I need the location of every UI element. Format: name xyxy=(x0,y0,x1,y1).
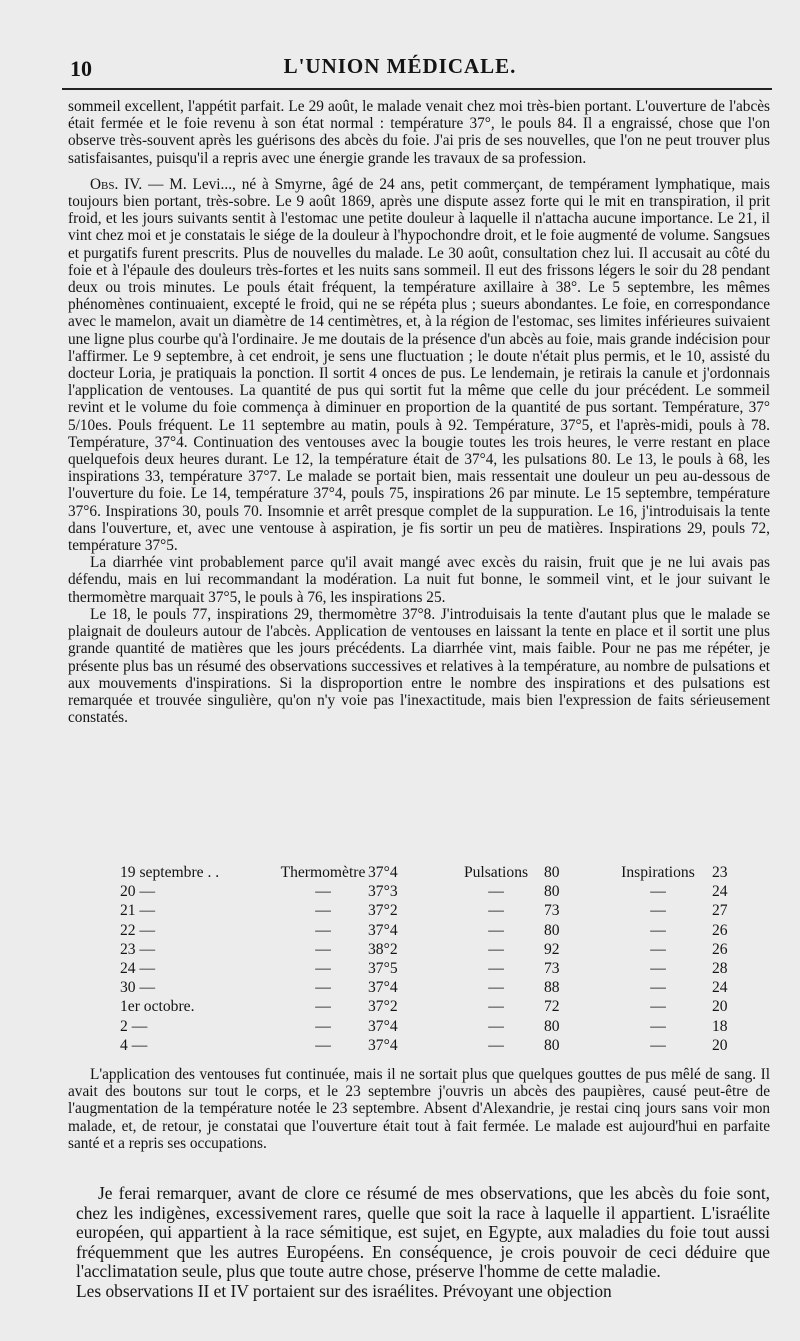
table-cell: — xyxy=(315,940,331,958)
main-text xyxy=(68,98,770,726)
table-cell: — xyxy=(315,998,331,1016)
paragraph-observation-4 xyxy=(68,176,770,554)
observation-label: Obs. IV. xyxy=(90,175,143,193)
table-row xyxy=(120,941,752,960)
table-cell: — xyxy=(650,902,666,920)
table-row xyxy=(120,979,752,998)
table-cell: — xyxy=(315,959,331,977)
table-cell: 2 — xyxy=(120,1017,148,1035)
table-cell: 23 xyxy=(712,864,728,881)
table-cell: 37°2 xyxy=(368,998,398,1016)
table-cell: 92 xyxy=(544,940,560,958)
table-cell: — xyxy=(488,883,504,901)
table-cell: 73 xyxy=(544,959,560,977)
header-rule xyxy=(62,88,772,90)
table-cell: 24 xyxy=(712,979,728,997)
paragraph-18: Le 18, le pouls 77, inspirations 29, thermomètre 37°8. J'introduisais la tente d'autant plus que le malade se plaignait de douleurs autour de l'abcès. Application de ventouses en laissant la tente en place et il sortit une plus grande quantité de matières que les jours précédents. La diarrhée vint, mais faible. Pour ne pas me répéter, je présente plus bas un résumé des observations successives et relatives à la température, au nombre de pulsations et aux mouvements d'inspirations. Si la disproportion entre le nombre des inspirations et des pulsations est remarquée et trouvée singulière, qu'on n'y voie pas l'inexactitude, mais bien l'expression de faits sérieusement constatés. xyxy=(68,605,770,727)
closing-text xyxy=(76,1184,770,1302)
table-cell: 80 xyxy=(544,883,560,901)
table-cell: — xyxy=(650,959,666,977)
table-cell: 80 xyxy=(544,921,560,939)
table-row xyxy=(120,998,752,1017)
table-cell: 38°2 xyxy=(368,940,398,958)
paragraph-after-table: L'application des ventouses fut continuée, mais il ne sortait plus que quelques gouttes de pus mêlé de sang. Il avait des boutons sur tout le corps, et le 23 septembre j'ouvris un abcès des paupières, causé peut-être de l'augmentation de la température notée le 23 septembre. Absent d'Alexandrie, je restai cinq jours sans voir mon malade, et, de retour, je constatai que l'ouverture était tout à fait fermée. Le malade est aujourd'hui en parfaite santé et a repris ses occupations. xyxy=(68,1066,770,1152)
observation-text: — M. Levi..., né à Smyrne, âgé de 24 ans, petit commerçant, de tempérament lymphatique, mais toujours bien portant, très-sobre. Le 9 août 1869, après une dispute assez forte qui le mit en transpiration, il prit froid, et les jours suivants sentit à l'estomac une petite douleur à laquelle il n'attacha aucune importance. Le 21, il vint chez moi et je constatais le siége de la douleur à l'hypochondre droit, et le foie augmenté de volume. Sangsues et purgatifs furent prescrits. Plus de nouvelles du malade. Le 30 août, consultation chez lui. Il accusait au côté du foie et à l'épaule des douleurs très-fortes et les nuits sans sommeil. Il eut des frissons légers le soir du 28 pendant deux ou trois minutes. Le pouls était fréquent, la température axillaire à 38°. Le 5 septembre, les mêmes phénomènes continuaient, excepté le froid, qui ne se répéta plus ; sueurs abondantes. Le foie, en correspondance avec le mamelon, avait un diamètre de 14 centimètres, et, à la région de l'estomac, ses limites inférieures suivaient une ligne plus courbe qu'à l'ordinaire. Je me doutais de la présence d'un abcès au foie, mais grande indécision pour l'affirmer. Le 9 septembre, à cet endroit, je sens une fluctuation ; le doute n'était plus permis, et le 10, assisté du docteur Loria, je pratiquais la ponction. Il sortit 4 onces de pus. Le lendemain, je retirais la canule et j'ordonnais l'application de ventouses. La quantité de pus qui sortit fut la même que celle du jour précédent. Le sommeil revint et le volume du foie commença à diminuer en proportion de la quantité de pus sortant. Température, 37° 5/10es. Pouls fréquent. Le 11 septembre au matin, pouls à 92. Température, 37°5, et l'après-midi, pouls à 78. Température, 37°4. Continuation des ventouses avec la bougie toutes les trois heures, le verre restant en place quelquefois deux heures durant. Le 12, la température était de 37°4, les pulsations 80. Le 13, le pouls à 68, les inspirations 33, température 37°7. Le malade se portait bien, mais ressentait une douleur un peu au-dessous de l'ouverture du foie. Le 14, température 37°4, pouls 75, inspirations 26 par minute. Le 15 septembre, température 37°6. Inspirations 30, pouls 70. Insomnie et arrêt presque complet de la suppuration. Le 16, j'introduisais la tente dans l'ouverture, et, avec une ventouse à aspiration, je fis sortir un peu de matières. Inspirations 29, pouls 72, température 37°5. xyxy=(68,175,770,555)
table-cell: 37°4 xyxy=(368,979,398,997)
table-cell: 37°3 xyxy=(368,883,398,901)
paragraph-continuation: sommeil excellent, l'appétit parfait. Le 29 août, le malade venait chez moi très-bien portant. L'ouverture de l'abcès était fermée et le foie revenu à son état normal : température 37°, le pouls 84. Il a engraissé, chose que l'on observe très-souvent après les guérisons des abcès du foie. J'ai pris de ses nouvelles, que l'on ne peut trouver plus satisfaisantes, puisqu'il a repris avec une énergie grande les travaux de sa profession. xyxy=(68,98,770,167)
temperature-table xyxy=(120,864,752,1056)
table-row xyxy=(120,883,752,902)
table-cell: 28 xyxy=(712,959,728,977)
table-row xyxy=(120,864,752,883)
table-cell: — xyxy=(315,979,331,997)
table-cell: — xyxy=(315,1017,331,1035)
table-cell: 18 xyxy=(712,1017,728,1035)
paragraph-diarrhea: La diarrhée vint probablement parce qu'il avait mangé avec excès du raisin, fruit que je ne lui avais pas défendu, mais en lui recommandant la modération. La nuit fut bonne, le sommeil vint, et le jour suivant le thermomètre marquait 37°5, le pouls à 76, les inspirations 25. xyxy=(68,554,770,606)
table-row xyxy=(120,902,752,921)
table-cell: Thermomètre xyxy=(280,864,366,881)
table-row xyxy=(120,1037,752,1056)
table-cell: — xyxy=(315,902,331,920)
table-cell: — xyxy=(650,998,666,1016)
table-cell: — xyxy=(650,979,666,997)
table-cell: 24 — xyxy=(120,959,156,977)
table-cell: 19 septembre . . xyxy=(120,864,220,881)
table-cell: 80 xyxy=(544,1017,560,1035)
table-cell: Inspirations xyxy=(621,864,695,881)
table-cell: — xyxy=(315,1036,331,1054)
table-cell: Pulsations xyxy=(463,864,529,881)
table-row xyxy=(120,922,752,941)
table-row xyxy=(120,1018,752,1037)
table-cell: — xyxy=(488,902,504,920)
table-row xyxy=(120,960,752,979)
page-number: 10 xyxy=(70,56,92,81)
paragraph-closing: Je ferai remarquer, avant de clore ce résumé de mes observations, que les abcès du foie sont, chez les indigènes, excessivement rares, quelle que soit la race à laquelle il appartient. L'israélite européen, qui appartient à la race sémitique, est sujet, en Egypte, aux maladies du foie tout aussi fréquemment que les autres Européens. En conséquence, je crois pouvoir de ceci déduire que l'acclimatation seule, plus que toute autre chose, préserve l'homme de cette maladie. xyxy=(76,1183,770,1282)
table-cell: 24 xyxy=(712,883,728,901)
paragraph-final-line: Les observations II et IV portaient sur des israélites. Prévoyant une objection xyxy=(76,1280,612,1301)
temperature-table-body xyxy=(120,864,752,1056)
table-cell: — xyxy=(650,940,666,958)
table-cell: 23 — xyxy=(120,940,156,958)
table-cell: 88 xyxy=(544,979,560,997)
table-cell: — xyxy=(650,883,666,901)
table-cell: 37°4 xyxy=(368,1036,398,1054)
table-cell: 20 — xyxy=(120,883,156,901)
table-cell: 21 — xyxy=(120,902,156,920)
table-cell: 37°2 xyxy=(368,902,398,920)
table-cell: — xyxy=(488,998,504,1016)
table-cell: 72 xyxy=(544,998,560,1016)
table-cell: 20 xyxy=(712,1036,728,1054)
page-header xyxy=(0,48,800,88)
table-cell: — xyxy=(488,1036,504,1054)
table-cell: — xyxy=(488,1017,504,1035)
table-cell: — xyxy=(315,883,331,901)
table-cell: — xyxy=(488,940,504,958)
table-cell: 30 — xyxy=(120,979,156,997)
table-cell: 26 xyxy=(712,940,728,958)
table-cell: 80 xyxy=(544,864,560,881)
after-table-text xyxy=(68,1066,770,1152)
table-cell: 37°4 xyxy=(368,1017,398,1035)
running-title: L'UNION MÉDICALE. xyxy=(283,54,517,78)
table-cell: 73 xyxy=(544,902,560,920)
table-cell: — xyxy=(650,1017,666,1035)
table-cell: — xyxy=(488,959,504,977)
table-cell: — xyxy=(488,979,504,997)
table-cell: — xyxy=(650,1036,666,1054)
table-cell: — xyxy=(488,921,504,939)
table-cell: 1er octobre. xyxy=(120,998,195,1016)
table-cell: 37°4 xyxy=(368,864,398,881)
table-cell: — xyxy=(650,921,666,939)
table-cell: 80 xyxy=(544,1036,560,1054)
table-cell: — xyxy=(315,921,331,939)
table-cell: 20 xyxy=(712,998,728,1016)
table-cell: 37°5 xyxy=(368,959,398,977)
table-cell: 22 — xyxy=(120,921,156,939)
table-cell: 37°4 xyxy=(368,921,398,939)
table-cell: 26 xyxy=(712,921,728,939)
table-cell: 4 — xyxy=(120,1036,148,1054)
table-cell: 27 xyxy=(712,902,728,920)
